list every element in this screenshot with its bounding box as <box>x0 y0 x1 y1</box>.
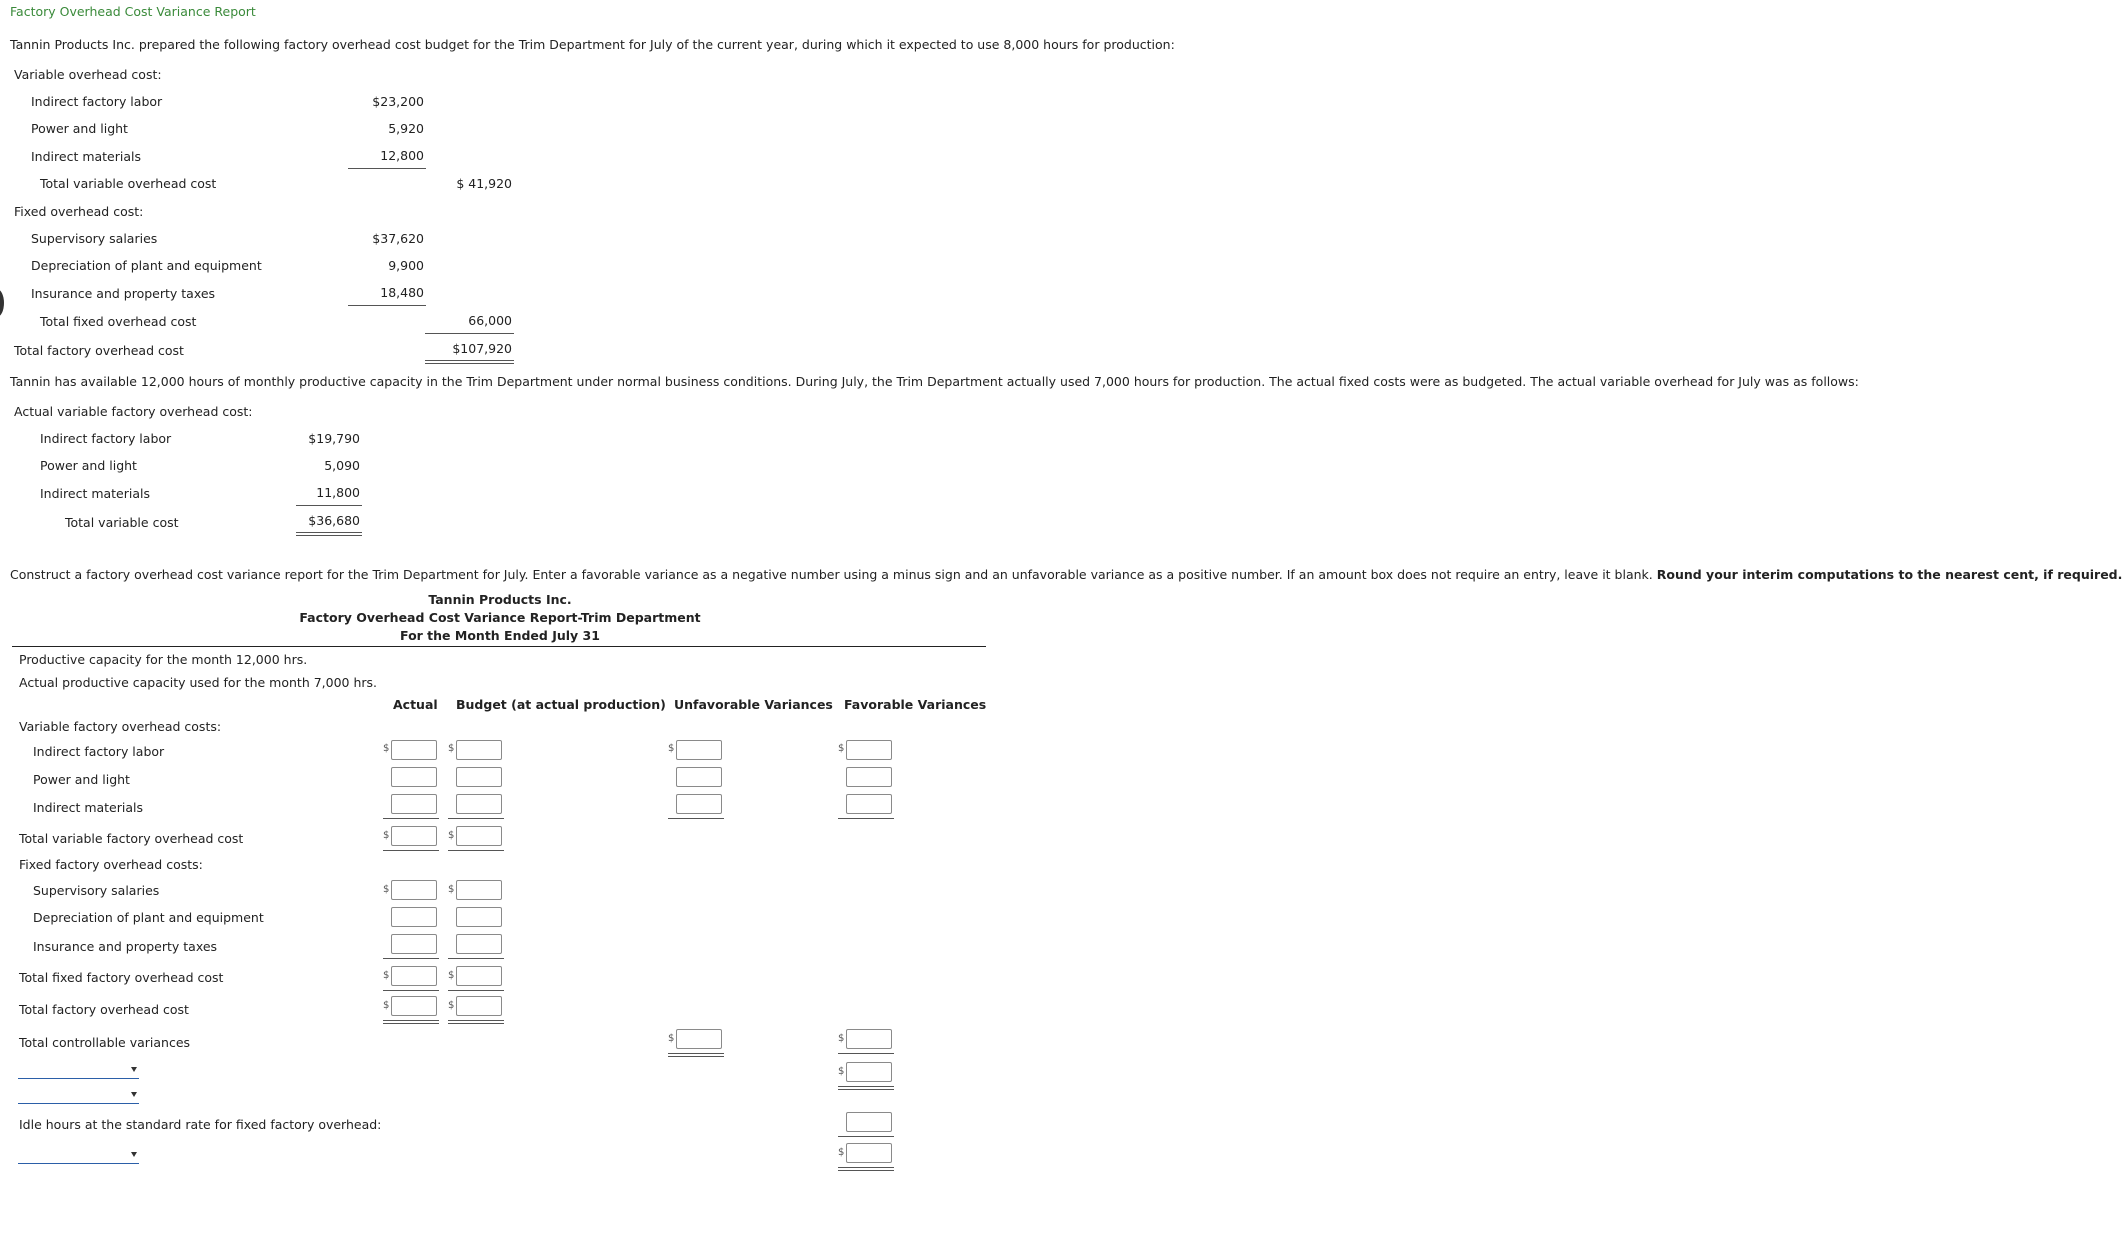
report-fixed-header: Fixed factory overhead costs: <box>19 857 203 872</box>
total-fixed-label: Total fixed overhead cost <box>40 314 197 329</box>
budget-value-indirect-labor: $23,200 <box>372 94 424 109</box>
unfavorable-power-input[interactable] <box>676 767 722 787</box>
report-header-rule <box>12 646 986 647</box>
budget-label-depreciation: Depreciation of plant and equipment <box>31 258 262 273</box>
col-unfavorable: Unfavorable Variances <box>674 697 833 712</box>
report-company: Tannin Products Inc. <box>428 592 572 607</box>
dollar-sign: $ <box>838 1066 845 1077</box>
budget-value-depreciation: 9,900 <box>388 258 424 273</box>
instructions <box>10 567 2122 582</box>
instructions-bold: Round your interim computations to the nearest cent, if required. <box>1656 567 2122 582</box>
variable-overhead-header: Variable overhead cost: <box>14 67 162 82</box>
actual-insurance-input[interactable] <box>391 934 437 954</box>
actual-power-input[interactable] <box>391 767 437 787</box>
report-total-variable: Total variable factory overhead cost <box>19 831 244 846</box>
unfavorable-materials-input[interactable] <box>676 794 722 814</box>
budget-labor-input[interactable] <box>456 740 502 760</box>
capacity-line: Productive capacity for the month 12,000 hrs. <box>19 652 308 667</box>
intro-text: Tannin Products Inc. prepared the following factory overhead cost budget for the Trim Department for July of the current year, during which it expected to use 8,000 hours for production: <box>10 37 1175 52</box>
page-title[interactable]: Factory Overhead Cost Variance Report <box>10 4 256 19</box>
unfavorable-double-rule <box>668 1053 724 1057</box>
favorable-materials-input[interactable] <box>846 794 892 814</box>
actual-label-materials: Indirect materials <box>40 486 151 501</box>
report-row-supervisory: Supervisory salaries <box>33 883 160 898</box>
unfavorable-controllable-input[interactable] <box>676 1029 722 1049</box>
actual-header: Actual variable factory overhead cost: <box>14 404 253 419</box>
col-favorable: Favorable Variances <box>844 697 987 712</box>
budget-label-indirect-labor: Indirect factory labor <box>31 94 163 109</box>
actual-depreciation-input[interactable] <box>391 907 437 927</box>
budget-supervisory-input[interactable] <box>456 880 502 900</box>
report-variable-header: Variable factory overhead costs: <box>19 719 222 734</box>
budget-label-power: Power and light <box>31 121 128 136</box>
actual-value-labor: $19,790 <box>308 431 360 446</box>
total-overhead-value: $107,920 <box>452 341 512 356</box>
actual-total-value: $36,680 <box>308 513 360 528</box>
favorable-variance-input-1[interactable] <box>846 1062 892 1082</box>
favorable-controllable-input[interactable] <box>846 1029 892 1049</box>
budget-total-double-rule <box>425 360 514 364</box>
unfavorable-labor-input[interactable] <box>676 740 722 760</box>
variance-type-dropdown-2[interactable] <box>18 1089 139 1104</box>
report-row-depreciation: Depreciation of plant and equipment <box>33 910 264 925</box>
budget-subtotal-rule <box>348 168 426 169</box>
dollar-sign: $ <box>383 743 390 754</box>
chevron-down-icon <box>131 1067 137 1072</box>
report-total-controllable: Total controllable variances <box>19 1035 191 1050</box>
favorable-power-input[interactable] <box>846 767 892 787</box>
actual-fixed-total-rule <box>383 990 439 991</box>
report-row-power: Power and light <box>33 772 130 787</box>
budget-fixed-total-rule <box>448 990 504 991</box>
budget-label-insurance: Insurance and property taxes <box>31 286 216 301</box>
total-overhead-label: Total factory overhead cost <box>14 343 184 358</box>
actual-rule <box>296 505 362 506</box>
report-row-labor: Indirect factory labor <box>33 744 165 759</box>
budget-materials-input[interactable] <box>456 794 502 814</box>
actual-double-rule <box>296 532 362 536</box>
actual-total-variable-input[interactable] <box>391 826 437 846</box>
budget-value-supervisory: $37,620 <box>372 231 424 246</box>
budget-total-overhead-input[interactable] <box>456 996 502 1016</box>
col-actual: Actual <box>393 697 438 712</box>
budget-variable-total-rule <box>448 850 504 851</box>
dollar-sign: $ <box>448 743 455 754</box>
col-budget: Budget (at actual production) <box>456 697 666 712</box>
budget-value-insurance: 18,480 <box>380 285 424 300</box>
budget-value-power: 5,920 <box>388 121 424 136</box>
dollar-sign: $ <box>383 970 390 981</box>
side-marker <box>0 289 4 317</box>
unfavorable-rule <box>668 818 724 819</box>
budget-total-fixed-input[interactable] <box>456 966 502 986</box>
fixed-overhead-header: Fixed overhead cost: <box>14 204 144 219</box>
instructions-text: Construct a factory overhead cost variance report for the Trim Department for July. Enter a favorable variance as a negative number using a minus sign and an unfavorable variance as a positive number. If an amount box does not require an entry, leave it blank. <box>10 567 1653 582</box>
favorable-labor-input[interactable] <box>846 740 892 760</box>
actual-total-overhead-input[interactable] <box>391 996 437 1016</box>
actual-total-double-rule <box>383 1020 439 1024</box>
dollar-sign: $ <box>383 830 390 841</box>
report-period: For the Month Ended July 31 <box>400 628 600 643</box>
variance-type-dropdown-3[interactable] <box>18 1149 139 1164</box>
actual-value-materials: 11,800 <box>316 485 360 500</box>
actual-materials-input[interactable] <box>391 794 437 814</box>
favorable-idle-rule <box>838 1136 894 1137</box>
chevron-down-icon <box>131 1092 137 1097</box>
budget-label-materials: Indirect materials <box>31 149 142 164</box>
dollar-sign: $ <box>448 884 455 895</box>
actual-variable-rule <box>383 818 439 819</box>
dollar-sign: $ <box>668 743 675 754</box>
actual-value-power: 5,090 <box>324 458 360 473</box>
report-row-materials: Indirect materials <box>33 800 144 815</box>
budget-variable-rule <box>448 818 504 819</box>
budget-total-double-rule <box>448 1020 504 1024</box>
actual-variable-total-rule <box>383 850 439 851</box>
dollar-sign: $ <box>838 1033 845 1044</box>
total-variable-value: $ 41,920 <box>456 176 512 191</box>
budget-value-materials: 12,800 <box>380 148 424 163</box>
actual-fixed-rule <box>383 958 439 959</box>
dollar-sign: $ <box>448 830 455 841</box>
report-title: Factory Overhead Cost Variance Report-Trim Department <box>299 610 701 625</box>
favorable-rule <box>838 818 894 819</box>
budget-label-supervisory: Supervisory salaries <box>31 231 158 246</box>
dollar-sign: $ <box>838 743 845 754</box>
budget-fixed-rule <box>348 305 426 306</box>
actual-supervisory-input[interactable] <box>391 880 437 900</box>
actual-total-label: Total variable cost <box>65 515 179 530</box>
budget-depreciation-input[interactable] <box>456 907 502 927</box>
dollar-sign: $ <box>383 884 390 895</box>
dollar-sign: $ <box>448 970 455 981</box>
actual-labor-input[interactable] <box>391 740 437 760</box>
report-row-insurance: Insurance and property taxes <box>33 939 218 954</box>
budget-insurance-input[interactable] <box>456 934 502 954</box>
report-total-overhead: Total factory overhead cost <box>19 1002 189 1017</box>
favorable-controllable-rule <box>838 1053 894 1054</box>
chevron-down-icon <box>131 1152 137 1157</box>
budget-total-rule <box>425 333 514 334</box>
total-fixed-value: 66,000 <box>468 313 512 328</box>
report-idle-label: Idle hours at the standard rate for fixed factory overhead: <box>19 1117 382 1132</box>
actual-label-power: Power and light <box>40 458 137 473</box>
favorable-variance-input-2[interactable] <box>846 1143 892 1163</box>
budget-fixed-rule <box>448 958 504 959</box>
budget-power-input[interactable] <box>456 767 502 787</box>
actual-total-fixed-input[interactable] <box>391 966 437 986</box>
actual-label-labor: Indirect factory labor <box>40 431 172 446</box>
capacity-text: Tannin has available 12,000 hours of monthly productive capacity in the Trim Department under normal business conditions. During July, the Trim Department actually used 7,000 hours for production. The actual fixed costs were as budgeted. The actual variable overhead for July was as follows: <box>10 374 1859 389</box>
dollar-sign: $ <box>448 1000 455 1011</box>
favorable-double-rule-2 <box>838 1167 894 1171</box>
used-line: Actual productive capacity used for the month 7,000 hrs. <box>19 675 378 690</box>
report-total-fixed: Total fixed factory overhead cost <box>19 970 224 985</box>
budget-total-variable-input[interactable] <box>456 826 502 846</box>
dollar-sign: $ <box>838 1147 845 1158</box>
total-variable-label: Total variable overhead cost <box>40 176 217 191</box>
variance-type-dropdown-1[interactable] <box>18 1064 139 1079</box>
dollar-sign: $ <box>668 1033 675 1044</box>
dollar-sign: $ <box>383 1000 390 1011</box>
favorable-double-rule-1 <box>838 1086 894 1090</box>
favorable-idle-input[interactable] <box>846 1112 892 1132</box>
